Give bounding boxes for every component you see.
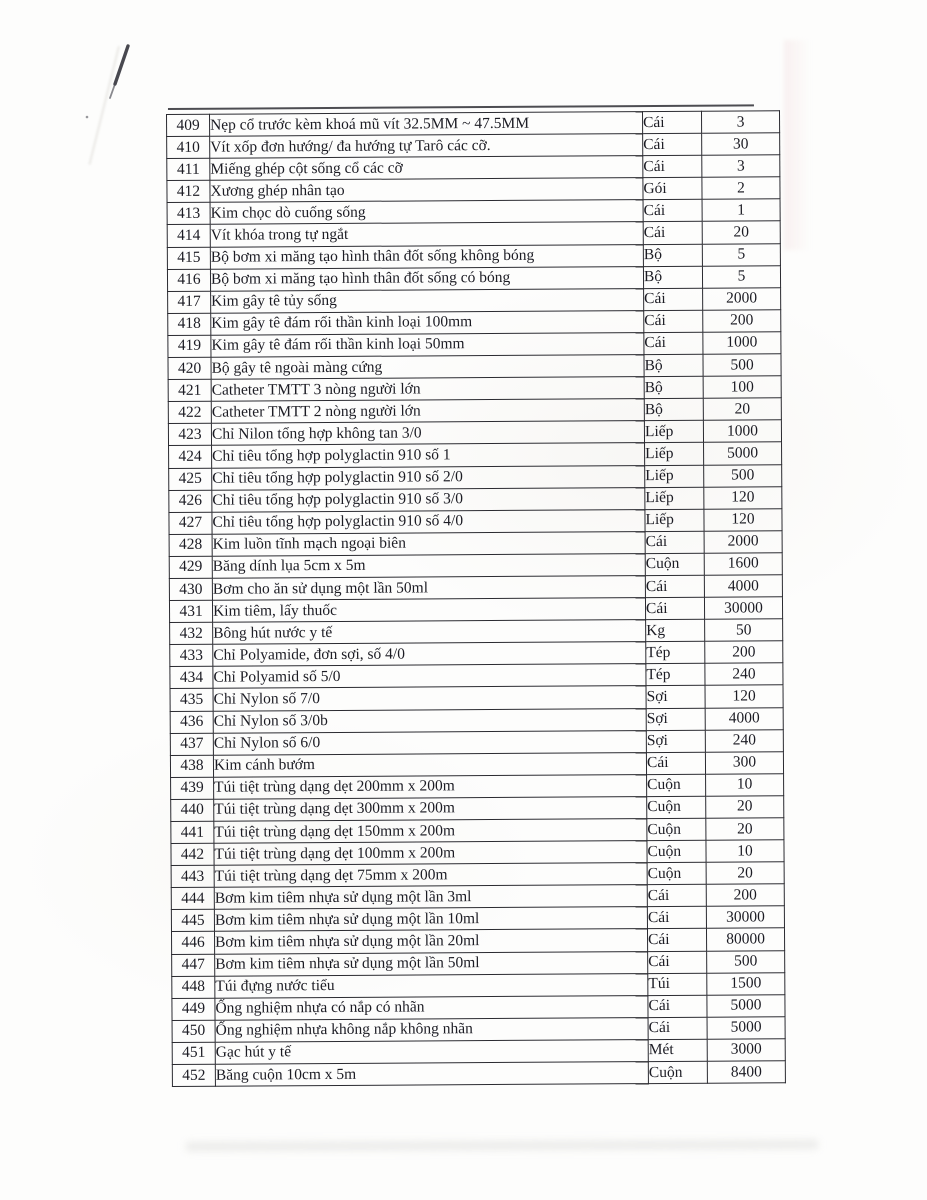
item-quantity: 120 xyxy=(704,508,782,531)
item-unit: Mét xyxy=(648,1039,707,1061)
item-description: Túi tiệt trùng dạng dẹt 75mm x 200m xyxy=(214,863,647,888)
item-description: Kim luồn tĩnh mạch ngoại biên xyxy=(212,531,645,556)
item-description: Ống nghiệm nhựa không nắp không nhãn xyxy=(215,1017,648,1042)
table-top-extra-line xyxy=(168,104,754,110)
item-description: Xương ghép nhân tạo xyxy=(210,178,643,203)
item-unit: Bộ xyxy=(644,354,703,376)
item-unit: Gói xyxy=(643,178,702,200)
item-quantity: 1600 xyxy=(704,553,782,576)
item-unit: Liếp xyxy=(645,487,704,509)
item-quantity: 500 xyxy=(703,354,781,377)
item-unit: Cái xyxy=(642,111,701,133)
item-quantity: 30 xyxy=(702,133,780,156)
item-description: Bơm kim tiêm nhựa sử dụng một lần 3ml xyxy=(214,885,647,910)
row-number: 425 xyxy=(169,468,212,490)
item-unit: Sợi xyxy=(646,730,705,752)
item-quantity: 2000 xyxy=(703,287,781,310)
item-description: Chỉ Polyamid số 5/0 xyxy=(213,664,646,689)
row-number: 413 xyxy=(167,203,210,225)
item-description: Kim gây tê tủy sống xyxy=(211,288,644,313)
item-quantity: 500 xyxy=(707,950,785,973)
item-description: Bơm kim tiêm nhựa sử dụng một lần 50ml xyxy=(215,951,648,976)
item-unit: Cái xyxy=(646,752,705,774)
item-quantity: 1000 xyxy=(703,332,781,355)
row-number: 434 xyxy=(170,667,213,689)
item-quantity: 30000 xyxy=(706,906,784,929)
item-quantity: 120 xyxy=(704,486,782,509)
row-number: 420 xyxy=(168,357,211,379)
item-description: Chỉ Nylon số 7/0 xyxy=(213,686,646,711)
item-quantity: 3 xyxy=(702,155,780,178)
item-quantity: 4000 xyxy=(705,707,783,730)
row-number: 441 xyxy=(171,821,214,843)
item-description: Catheter TMTT 3 nòng người lớn xyxy=(211,377,644,402)
item-description: Kim cánh bướm xyxy=(213,752,646,777)
item-unit: Túi xyxy=(648,973,707,995)
row-number: 446 xyxy=(171,932,214,954)
row-number: 417 xyxy=(168,291,211,313)
item-quantity: 240 xyxy=(705,663,783,686)
row-number: 414 xyxy=(167,225,210,247)
item-description: Băng cuộn 10cm x 5m xyxy=(215,1062,648,1087)
row-number: 443 xyxy=(171,865,214,887)
item-quantity: 20 xyxy=(703,398,781,421)
item-description: Túi tiệt trùng dạng dẹt 150mm x 200m xyxy=(214,819,647,844)
item-unit: Bộ xyxy=(644,376,703,398)
item-unit: Cái xyxy=(645,597,704,619)
item-description: Chỉ Polyamide, đơn sợi, số 4/0 xyxy=(213,642,646,667)
item-description: Kim gây tê đám rối thần kinh loại 50mm xyxy=(211,333,644,358)
item-unit: Cuộn xyxy=(645,553,704,575)
item-quantity: 3000 xyxy=(707,1039,785,1062)
item-description: Bộ bơm xi măng tạo hình thân đốt sống có bóng xyxy=(210,266,643,291)
row-number: 430 xyxy=(169,578,212,600)
row-number: 439 xyxy=(171,777,214,799)
item-quantity: 5 xyxy=(702,243,780,266)
row-number: 440 xyxy=(171,799,214,821)
item-description: Catheter TMTT 2 nòng người lớn xyxy=(211,399,644,424)
row-number: 426 xyxy=(169,490,212,512)
row-number: 451 xyxy=(172,1042,215,1064)
item-quantity: 1 xyxy=(702,199,780,222)
row-number: 412 xyxy=(167,181,210,203)
item-quantity: 240 xyxy=(705,729,783,752)
item-quantity: 20 xyxy=(706,796,784,819)
item-quantity: 1000 xyxy=(703,420,781,443)
item-unit: Cái xyxy=(644,310,703,332)
item-description: Miếng ghép cột sống cổ các cỡ xyxy=(210,156,643,181)
item-quantity: 8400 xyxy=(707,1061,785,1084)
row-number: 442 xyxy=(171,843,214,865)
item-quantity: 5000 xyxy=(707,1017,785,1040)
item-description: Ống nghiệm nhựa có nắp có nhãn xyxy=(215,995,648,1020)
item-unit: Tép xyxy=(646,664,705,686)
item-unit: Cuộn xyxy=(647,818,706,840)
supplies-table xyxy=(166,110,786,1087)
item-unit: Sợi xyxy=(646,686,705,708)
item-quantity: 10 xyxy=(706,840,784,863)
row-number: 424 xyxy=(169,446,212,468)
item-unit: Liếp xyxy=(645,509,704,531)
item-quantity: 20 xyxy=(706,862,784,885)
item-unit: Cái xyxy=(647,907,706,929)
item-unit: Cuộn xyxy=(648,1061,707,1083)
item-quantity: 20 xyxy=(702,221,780,244)
row-number: 428 xyxy=(169,534,212,556)
item-description: Vít khóa trong tự ngắt xyxy=(210,222,643,247)
item-unit: Liếp xyxy=(645,465,704,487)
row-number: 432 xyxy=(170,622,213,644)
item-unit: Bộ xyxy=(643,266,702,288)
row-number: 433 xyxy=(170,644,213,666)
item-description: Túi tiệt trùng dạng dẹt 300mm x 200m xyxy=(214,796,647,821)
item-unit: Cái xyxy=(643,133,702,155)
row-number: 438 xyxy=(170,755,213,777)
item-quantity: 1500 xyxy=(707,972,785,995)
row-number: 418 xyxy=(168,313,211,335)
row-number: 450 xyxy=(172,1020,215,1042)
item-unit: Cái xyxy=(647,884,706,906)
item-description: Túi tiệt trùng dạng dẹt 100mm x 200m xyxy=(214,841,647,866)
item-unit: Tép xyxy=(646,641,705,663)
row-number: 444 xyxy=(171,888,214,910)
item-description: Kim tiêm, lấy thuốc xyxy=(212,598,645,623)
row-number: 411 xyxy=(167,158,210,180)
item-unit: Cái xyxy=(645,531,704,553)
item-description: Chỉ tiêu tổng hợp polyglactin 910 số 1 xyxy=(212,443,645,468)
item-quantity: 5000 xyxy=(704,442,782,465)
item-unit: Cái xyxy=(644,288,703,310)
item-unit: Cái xyxy=(648,995,707,1017)
item-description: Kim chọc dò cuống sống xyxy=(210,200,643,225)
row-number: 431 xyxy=(169,600,212,622)
item-unit: Cái xyxy=(643,222,702,244)
item-unit: Liếp xyxy=(644,421,703,443)
item-unit: Cái xyxy=(643,200,702,222)
item-description: Chỉ Nylon số 6/0 xyxy=(213,730,646,755)
row-number: 410 xyxy=(167,136,210,158)
item-description: Gạc hút y tế xyxy=(215,1040,648,1065)
item-description: Chỉ tiêu tổng hợp polyglactin 910 số 3/0 xyxy=(212,487,645,512)
row-number: 429 xyxy=(169,556,212,578)
scan-bleed-artifact xyxy=(784,40,810,250)
row-number: 447 xyxy=(172,954,215,976)
item-description: Túi tiệt trùng dạng dẹt 200mm x 200m xyxy=(214,774,647,799)
item-unit: Liếp xyxy=(645,443,704,465)
item-quantity: 300 xyxy=(705,751,783,774)
item-description: Bơm kim tiêm nhựa sử dụng một lần 20ml xyxy=(214,929,647,954)
item-unit: Bộ xyxy=(644,398,703,420)
item-unit: Cái xyxy=(647,929,706,951)
item-quantity: 120 xyxy=(705,685,783,708)
item-quantity: 5 xyxy=(702,265,780,288)
item-quantity: 20 xyxy=(706,818,784,841)
item-quantity: 200 xyxy=(706,884,784,907)
table-body xyxy=(167,111,786,1087)
row-number: 436 xyxy=(170,711,213,733)
item-description: Bơm kim tiêm nhựa sử dụng một lần 10ml xyxy=(214,907,647,932)
item-description: Chỉ Nilon tổng hợp không tan 3/0 xyxy=(211,421,644,446)
supplies-table-wrap xyxy=(166,110,784,1087)
item-quantity: 80000 xyxy=(706,928,784,951)
item-unit: Bộ xyxy=(643,244,702,266)
item-unit: Cái xyxy=(643,155,702,177)
item-description: Chỉ Nylon số 3/0b xyxy=(213,708,646,733)
row-number: 435 xyxy=(170,689,213,711)
item-quantity: 100 xyxy=(703,376,781,399)
row-number: 423 xyxy=(168,424,211,446)
item-quantity: 5000 xyxy=(707,994,785,1017)
item-unit: Sợi xyxy=(646,708,705,730)
pen-mark xyxy=(80,40,150,120)
item-unit: Cuộn xyxy=(647,840,706,862)
row-number: 422 xyxy=(168,401,211,423)
item-quantity: 10 xyxy=(706,774,784,797)
row-number: 452 xyxy=(172,1064,215,1086)
item-unit: Cái xyxy=(648,951,707,973)
item-description: Nẹp cổ trước kèm khoá mũ vít 32.5MM ~ 47.5MM xyxy=(210,112,643,137)
item-unit: Cuộn xyxy=(647,774,706,796)
item-unit: Cuộn xyxy=(647,862,706,884)
item-quantity: 3 xyxy=(701,111,779,134)
item-quantity: 200 xyxy=(703,310,781,333)
row-number: 419 xyxy=(168,335,211,357)
row-number: 415 xyxy=(167,247,210,269)
item-quantity: 200 xyxy=(705,641,783,664)
item-description: Bông hút nước y tế xyxy=(213,620,646,645)
item-description: Bơm cho ăn sử dụng một lần 50ml xyxy=(212,576,645,601)
item-unit: Cuộn xyxy=(647,796,706,818)
item-description: Băng dính lụa 5cm x 5m xyxy=(212,553,645,578)
item-description: Kim gây tê đám rối thần kinh loại 100mm xyxy=(211,310,644,335)
item-quantity: 500 xyxy=(704,464,782,487)
row-number: 416 xyxy=(167,269,210,291)
item-description: Vít xốp đơn hướng/ đa hướng tự Tarô các cỡ. xyxy=(210,134,643,159)
row-number: 448 xyxy=(172,976,215,998)
row-number: 427 xyxy=(169,512,212,534)
item-unit: Cái xyxy=(644,332,703,354)
row-number: 437 xyxy=(170,733,213,755)
table-row xyxy=(172,1061,785,1087)
row-number: 409 xyxy=(167,114,210,136)
item-quantity: 2 xyxy=(702,177,780,200)
item-description: Chỉ tiêu tổng hợp polyglactin 910 số 2/0 xyxy=(212,465,645,490)
paper-bottom-shadow xyxy=(186,1140,818,1151)
item-quantity: 2000 xyxy=(704,531,782,554)
row-number: 445 xyxy=(171,910,214,932)
row-number: 421 xyxy=(168,379,211,401)
row-number: 449 xyxy=(172,998,215,1020)
item-description: Chỉ tiêu tổng hợp polyglactin 910 số 4/0 xyxy=(212,509,645,534)
item-unit: Cái xyxy=(645,575,704,597)
item-unit: Kg xyxy=(646,619,705,641)
item-quantity: 30000 xyxy=(704,597,782,620)
item-description: Bộ gây tê ngoài màng cứng xyxy=(211,355,644,380)
item-quantity: 4000 xyxy=(704,575,782,598)
item-unit: Cái xyxy=(648,1017,707,1039)
item-description: Bộ bơm xi măng tạo hình thân đốt sống không bóng xyxy=(210,244,643,269)
item-description: Túi đựng nước tiểu xyxy=(215,973,648,998)
item-quantity: 50 xyxy=(705,619,783,642)
